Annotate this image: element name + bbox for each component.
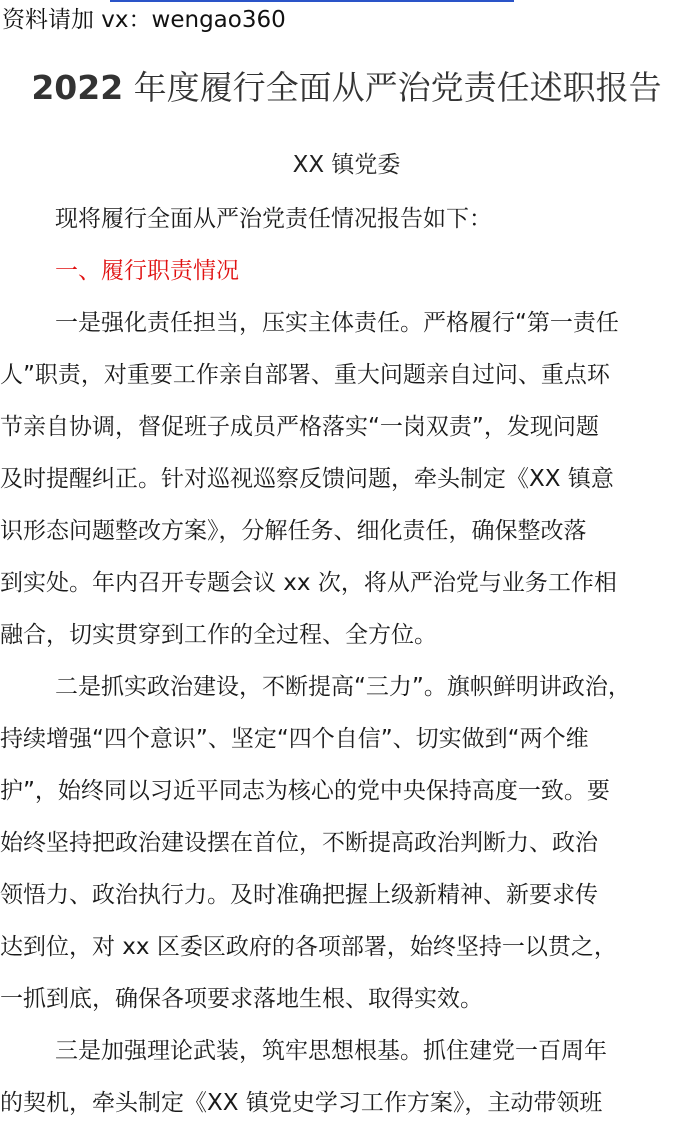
- paragraph-line: 达到位，对 xx 区委区政府的各项部署，始终坚持一以贯之，: [0, 934, 617, 960]
- section-heading-text: 一、履行职责情况: [55, 258, 239, 284]
- contact-line: 资料请加 vx：wengao360: [2, 7, 286, 33]
- document-title: [0, 66, 693, 110]
- paragraph-line: 领悟力、政治执行力。及时准确把握上级新精神、新要求传: [0, 882, 598, 908]
- paragraph-line: 一是强化责任担当，压实主体责任。严格履行“第一责任: [55, 310, 619, 336]
- paragraph-line: 持续增强“四个意识”、坚定“四个自信”、切实做到“两个维: [0, 726, 589, 752]
- title-text: 年度履行全面从严治党责任述职报告: [133, 68, 662, 107]
- paragraph-3: [0, 1025, 693, 1129]
- paragraph-line: 节亲自协调，督促班子成员严格落实“一岗双责”，发现问题: [0, 414, 599, 440]
- intro-paragraph: [0, 193, 693, 245]
- paragraph-line: 及时提醒纠正。针对巡视巡察反馈问题，牵头制定《XX 镇意: [0, 466, 614, 492]
- paragraph-line: 护”，始终同以习近平同志为核心的党中央保持高度一致。要: [0, 778, 610, 804]
- top-link-underline[interactable]: [110, 0, 514, 2]
- paragraph-line: 到实处。年内召开专题会议 xx 次，将从严治党与业务工作相: [0, 570, 617, 596]
- paragraph-line: 的契机，牵头制定《XX 镇党史学习工作方案》，主动带领班: [0, 1090, 603, 1116]
- paragraph-line: 识形态问题整改方案》，分解任务、细化责任，确保整改落: [0, 518, 587, 544]
- document-subtitle: XX 镇党委: [292, 152, 401, 178]
- intro-line: 现将履行全面从严治党责任情况报告如下：: [55, 206, 492, 232]
- paragraph-line: 二是抓实政治建设，不断提高“三力”。旗帜鲜明讲政治，: [55, 674, 631, 700]
- paragraph-line: 三是加强理论武装，筑牢思想根基。抓住建党一百周年: [55, 1038, 607, 1064]
- paragraph-line: 人”职责，对重要工作亲自部署、重大问题亲自过问、重点环: [0, 362, 610, 388]
- paragraph-line: 融合，切实贯穿到工作的全过程、全方位。: [0, 622, 437, 648]
- paragraph-line: 一抓到底，确保各项要求落地生根、取得实效。: [0, 986, 483, 1012]
- title-year: 2022: [31, 68, 124, 107]
- paragraph-2: [0, 661, 693, 1025]
- paragraph-1: [0, 297, 693, 661]
- paragraph-line: 始终坚持把政治建设摆在首位，不断提高政治判断力、政治: [0, 830, 598, 856]
- section-heading: [0, 245, 693, 297]
